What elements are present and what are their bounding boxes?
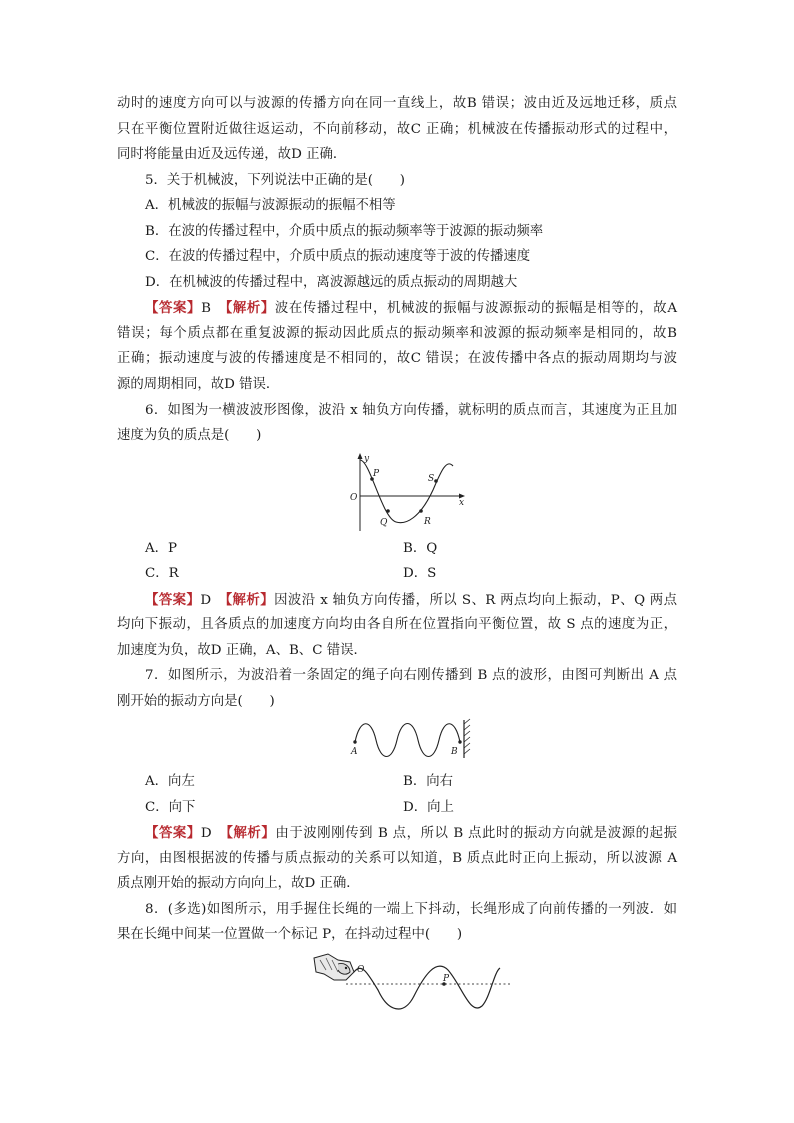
q7-answer: D (200, 826, 212, 841)
q6-option-d: D．S (403, 566, 437, 581)
point-o-label: O (357, 965, 365, 975)
q7-stem-line: 7．如图所示，为波沿着一条固定的绳子向右刚传播到 B 点的波形，由图可判断出 A 点 (145, 668, 677, 683)
rope-wave (355, 724, 460, 757)
q8-hand-rope-figure (306, 950, 516, 1018)
point-r-label: R (424, 517, 431, 527)
q8-stem-line: 8．(多选)如图所示，用手握住长绳的一端上下抖动，长绳形成了向前传播的一列波．如 (145, 902, 677, 917)
q5-analysis-line: 正确；振动速度与波的传播速度是不相同的，故C 错误；在波传播中各点的振动周期均与波 (117, 351, 677, 366)
q6-analysis-line: 均向下振动，且各质点的加速度方向均由各自所在位置指向平衡位置，故 S 点的速度为正， (117, 617, 677, 632)
q6-option-c: C．R (145, 566, 179, 581)
prev-analysis-line: 只在平衡位置附近做往返运动，不向前移动，故C 正确；机械波在传播振动形式的过程中， (117, 122, 677, 137)
q6-stem-line: 6．如图为一横波波形图像，波沿 x 轴负方向传播，就标明的质点而言，其速度为正且加 (145, 403, 677, 418)
analysis-tag: 【解析】 (225, 592, 275, 608)
rope-wave (354, 966, 500, 1009)
hand-icon (314, 954, 354, 980)
y-label: y (364, 454, 370, 464)
wall-hatch (464, 719, 470, 724)
wall-hatch (464, 743, 470, 748)
wall-hatch (464, 749, 470, 754)
point-q-dot (386, 509, 390, 513)
prev-analysis-line: 动时的速度方向可以与波源的传播方向在同一直线上，故B 错误；波由近及远地迁移，质点 (117, 96, 677, 111)
point-s-dot (434, 479, 438, 483)
point-q-label: Q (380, 518, 388, 528)
q5-option-b: B．在波的传播过程中，介质中质点的振动频率等于波源的振动频率 (145, 224, 544, 239)
q7-option-d: D．向上 (403, 800, 454, 815)
q7-analysis-line: 质点刚开始的振动方向向上，故D 正确． (117, 876, 360, 891)
q7-option-a: A．向左 (145, 774, 195, 789)
q6-answer: D (200, 593, 212, 608)
y-axis-arrow (358, 453, 363, 459)
wall-hatch (464, 737, 470, 742)
point-b-dot (458, 740, 461, 743)
answer-tag: 【答案】 (145, 592, 201, 608)
q7-stem-line: 刚开始的振动方向是( ) (117, 694, 275, 709)
q5-answer: B (201, 301, 211, 316)
q5-option-d: D．在机械波的传播过程中，离波源越远的质点振动的周期越大 (145, 275, 518, 290)
q5-answer-line (145, 296, 677, 322)
point-r-dot (419, 509, 423, 513)
q6-analysis-first: 因波沿 x 轴负方向传播，所以 S、R 两点均向上振动，P、Q 两点 (274, 593, 678, 608)
answer-tag: 【答案】 (145, 300, 202, 316)
point-p-label: P (443, 974, 450, 984)
point-a-label: A (351, 747, 358, 757)
q7-rope-figure (344, 718, 478, 762)
q5-option-a: A．机械波的振幅与波源振动的振幅不相等 (145, 198, 396, 213)
analysis-tag: 【解析】 (225, 300, 275, 316)
q6-stem-line: 速度为负的质点是( ) (117, 428, 262, 443)
q6-option-b: B．Q (403, 541, 438, 556)
q5-analysis-line: 源的周期相同，故D 错误． (117, 377, 280, 392)
q7-option-b: B．向右 (403, 774, 454, 789)
x-label: x (459, 498, 465, 508)
analysis-tag: 【解析】 (226, 825, 276, 841)
wall-hatch (464, 725, 470, 730)
wall-hatch (464, 731, 470, 736)
q6-analysis-line: 加速度为负，故D 正确，A、B、C 错误． (117, 643, 367, 658)
q6-option-a: A．P (145, 541, 178, 556)
q7-analysis-line: 方向，由图根据波的传播与质点振动的关系可以知道，B 质点此时正向上振动，所以波源 A (117, 851, 677, 866)
q7-option-c: C．向下 (145, 800, 196, 815)
prev-analysis-line: 同时将能量由近及远传递，故D 正确． (117, 147, 347, 162)
q5-analysis-line: 错误；每个质点都在重复波源的振动因此质点的振动频率和波源的振动频率是相同的，故B (117, 326, 677, 341)
point-a-dot (353, 740, 356, 743)
point-p-label: P (373, 469, 380, 479)
q5-stem: 5．关于机械波，下列说法中正确的是( ) (145, 173, 405, 188)
q6-wave-figure (338, 452, 474, 534)
q7-analysis-first: 由于波刚刚传到 B 点，所以 B 点此时的振动方向就是波源的起振 (275, 826, 677, 841)
q6-answer-line (145, 588, 677, 614)
origin-label: O (350, 493, 358, 503)
q8-stem-line: 果在长绳中间某一位置做一个标记 P，在抖动过程中( ) (117, 927, 463, 942)
q7-answer-line (145, 821, 677, 847)
point-s-label: S (428, 474, 435, 484)
point-b-label: B (451, 747, 458, 757)
q5-analysis-first: 波在传播过程中，机械波的振幅与波源振动的振幅是相等的，故A (274, 301, 677, 316)
answer-tag: 【答案】 (145, 825, 201, 841)
q5-option-c: C．在波的传播过程中，介质中质点的振动速度等于波的传播速度 (145, 249, 531, 264)
